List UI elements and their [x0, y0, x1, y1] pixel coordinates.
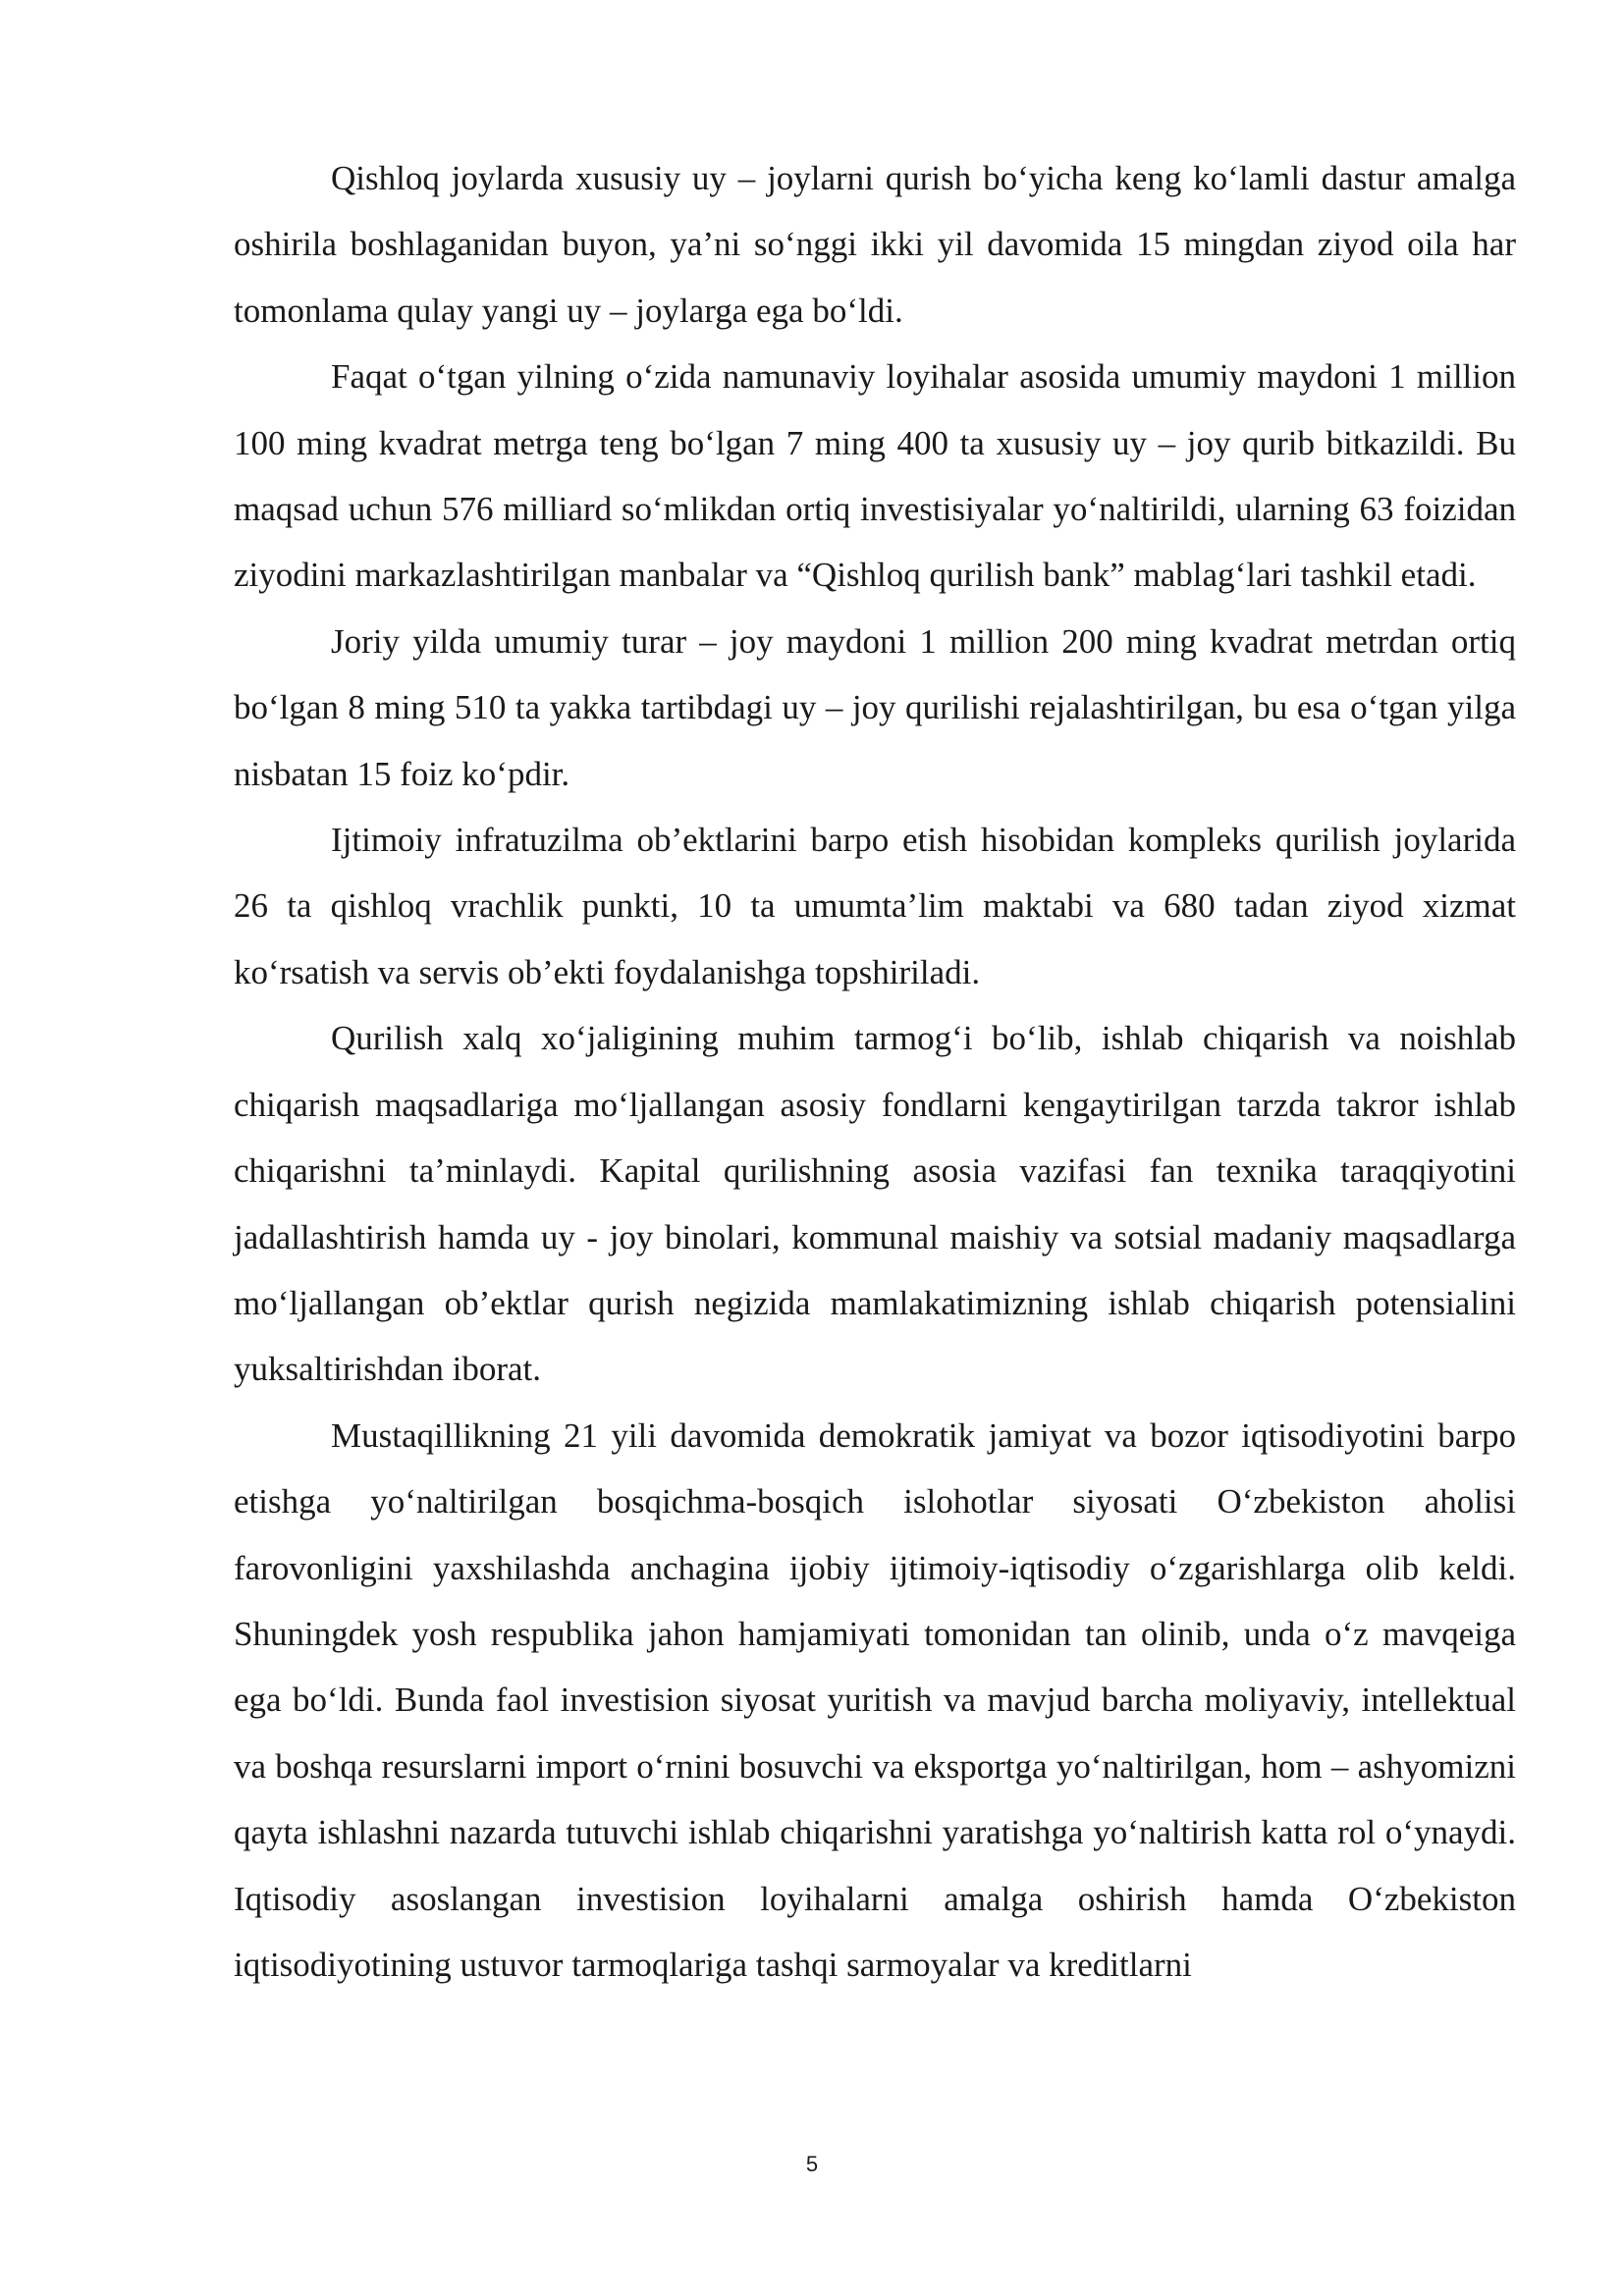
paragraph-6: Mustaqillikning 21 yili davomida demokratik jamiyat va bozor iqtisodiyotini barpo etishga yo‘naltirilgan bosqichma-bosqich islohotlar siyosati O‘zbekiston aholisi farovonligini yaxshilashda anchagina ijobiy ijtimoiy-iqtisodiy o‘zgarishlarga olib keldi. Shuningdek yosh respublika jahon hamjamiyati tomonidan tan olinib, unda o‘z mavqeiga ega bo‘ldi. Bunda faol investision siyosat yuritish va mavjud barcha moliyaviy, intellektual va boshqa resurslarni import o‘rnini bosuvchi va eksportga yo‘naltirilgan, hom – ashyomizni qayta ishlashni nazarda tutuvchi ishlab chiqarishni yaratishga yo‘naltirish katta rol o‘ynaydi. Iqtisodiy asoslangan investision loyihalarni amalga oshirish hamda O‘zbekiston iqtisodiyotining ustuvor tarmoqlariga tashqi sarmoyalar va kreditlarni: [234, 1415, 1516, 1984]
paragraph-4: Ijtimoiy infratuzilma ob’ektlarini barpo etish hisobidan kompleks qurilish joylarida 26 ta qishloq vrachlik punkti, 10 ta umumta’lim maktabi va 680 tadan ziyod xizmat ko‘rsatish va servis ob’ekti foydalanishga topshiriladi.: [234, 821, 1516, 991]
paragraph-3: Joriy yilda umumiy turar – joy maydoni 1 million 200 ming kvadrat metrdan ortiq bo‘lgan 8 ming 510 ta yakka tartibdagi uy – joy qurilishi rejalashtirilgan, bu esa o‘tgan yilga nisbatan 15 foiz ko‘pdir.: [234, 621, 1516, 793]
paragraph-5: Qurilish xalq xo‘jaligining muhim tarmog‘i bo‘lib, ishlab chiqarish va noishlab chiqarish maqsadlariga mo‘ljallangan asosiy fondlarni kengaytirilgan tarzda takror ishlab chiqarishni ta’minlaydi. Kapital qurilishning asosia vazifasi fan texnika taraqqiyotini jadallashtirish hamda uy - joy binolari, kommunal maishiy va sotsial madaniy maqsadlarga mo‘ljallangan ob’ektlar qurish negizida mamlakatimizning ishlab chiqarish potensialini yuksaltirishdan iborat.: [234, 1019, 1516, 1389]
paragraph-1: Qishloq joylarda xususiy uy – joylarni qurish bo‘yicha keng ko‘lamli dastur amalga oshirila boshlaganidan buyon, ya’ni so‘nggi ikki yil davomida 15 mingdan ziyod oila har tomonlama qulay yangi uy – joylarga ega bo‘ldi.: [234, 159, 1516, 330]
paragraph-2: Faqat o‘tgan yilning o‘zida namunaviy loyihalar asosida umumiy maydoni 1 million 100 ming kvadrat metrga teng bo‘lgan 7 ming 400 ta xususiy uy – joy qurib bitkazildi. Bu maqsad uchun 576 milliard so‘mlikdan ortiq investisiyalar yo‘naltirildi, ularning 63 foizidan ziyodini markazlashtirilgan manbalar va “Qishloq qurilish bank” mablag‘lari tashkil etadi.: [234, 357, 1516, 595]
body-text: [234, 145, 1516, 1998]
page-number: 5: [805, 2152, 819, 2176]
